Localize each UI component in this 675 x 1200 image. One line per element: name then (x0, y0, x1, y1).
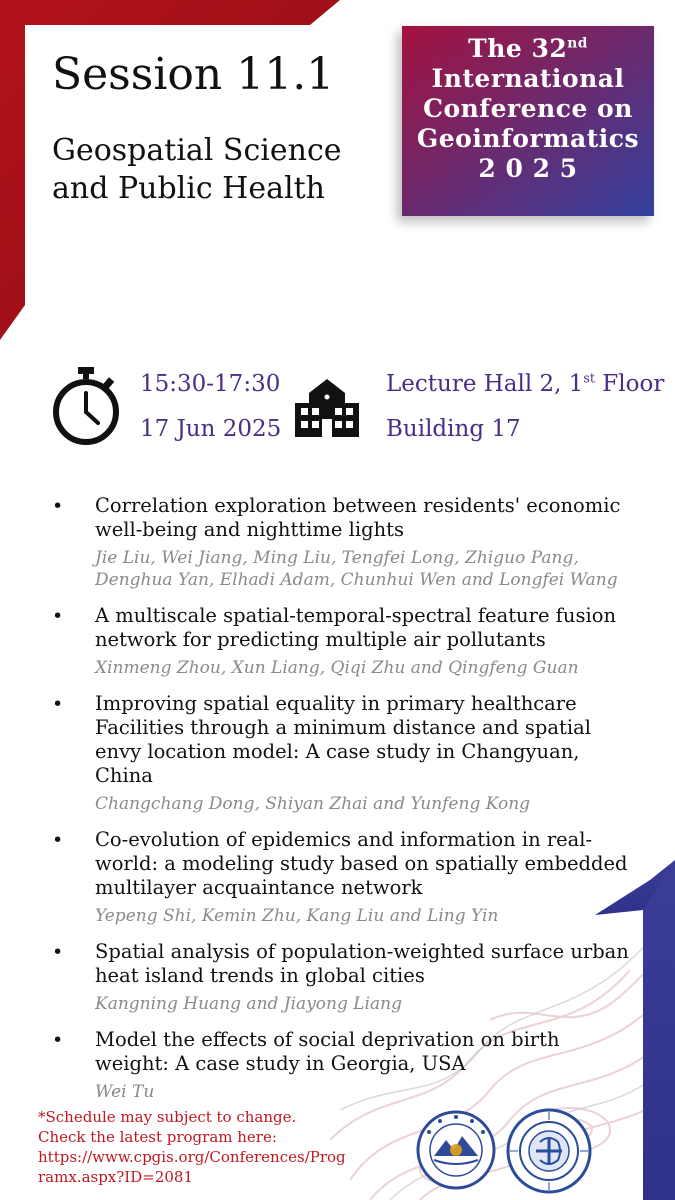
note-instruction: Check the latest program here: (38, 1128, 277, 1146)
paper-authors: Jie Liu, Wei Jiang, Ming Liu, Tengfei Long, Zhiguo Pang, Denghua Yan, Elhadi Adam, Chunhui Wen and Longfei Wang (95, 548, 618, 590)
schedule-note (38, 1107, 346, 1187)
session-time: 15:30-17:30 (140, 371, 281, 397)
paper-item (52, 494, 637, 591)
program-link[interactable]: https://www.cpgis.org/Conferences/Prog (38, 1148, 346, 1166)
conference-line-conference: Conference on (423, 94, 633, 123)
session-subtitle: Geospatial Science and Public Health (52, 133, 342, 206)
paper-authors: Wei Tu (95, 1082, 155, 1102)
stopwatch-icon (50, 365, 122, 445)
note-disclaimer: *Schedule may subject to change. (38, 1108, 297, 1126)
session-date: 17 Jun 2025 (140, 416, 282, 442)
paper-title: Co-evolution of epidemics and information in real-world: a modeling study based on spatially embedded multilayer acquaintance network (95, 828, 628, 899)
paper-item (52, 692, 637, 815)
bullet: • (52, 941, 64, 963)
bullet: • (52, 829, 64, 851)
paper-item (52, 604, 637, 679)
paper-title: Improving spatial equality in primary healthcare Facilities through a minimum distance and spatial envy location model: A case study in Changyuan, China (95, 692, 591, 787)
paper-title: Model the effects of social deprivation on birth weight: A case study in Georgia, USA (95, 1028, 560, 1075)
paper-title: Correlation exploration between residents' economic well-being and nighttime lights (95, 494, 621, 541)
paper-authors: Yepeng Shi, Kemin Zhu, Kang Liu and Ling Yin (95, 906, 499, 926)
paper-title: Spatial analysis of population-weighted surface urban heat island trends in global cities (95, 940, 629, 987)
school-building-icon (293, 375, 361, 439)
paper-list (52, 494, 637, 1116)
session-venue: Lecture Hall 2, 1st Floor (386, 370, 665, 397)
paper-item (52, 828, 637, 927)
bullet: • (52, 693, 64, 715)
university-seal-logo (416, 1110, 496, 1190)
conference-line-geoinformatics: Geoinformatics (416, 124, 640, 153)
paper-title: A multiscale spatial-temporal-spectral feature fusion network for predicting multiple air pollutants (95, 604, 616, 651)
paper-authors: Changchang Dong, Shiyan Zhai and Yunfeng Kong (95, 794, 531, 814)
session-title: Session 11.1 (52, 49, 335, 100)
session-building: Building 17 (386, 416, 521, 442)
cpgis-association-logo (506, 1108, 592, 1194)
paper-authors: Xinmeng Zhou, Xun Liang, Qiqi Zhu and Qingfeng Guan (95, 658, 579, 678)
conference-line-international: International (431, 64, 625, 93)
paper-authors: Kangning Huang and Jiayong Liang (95, 994, 402, 1014)
conference-year: 2 0 2 5 (478, 154, 578, 183)
paper-item (52, 1028, 637, 1103)
program-link-continued[interactable]: ramx.aspx?ID=2081 (38, 1168, 194, 1186)
bullet: • (52, 495, 64, 517)
paper-item (52, 940, 637, 1015)
bullet: • (52, 605, 64, 627)
conference-banner (402, 26, 654, 216)
bullet: • (52, 1029, 64, 1051)
conference-edition: The 32nd (468, 34, 588, 63)
